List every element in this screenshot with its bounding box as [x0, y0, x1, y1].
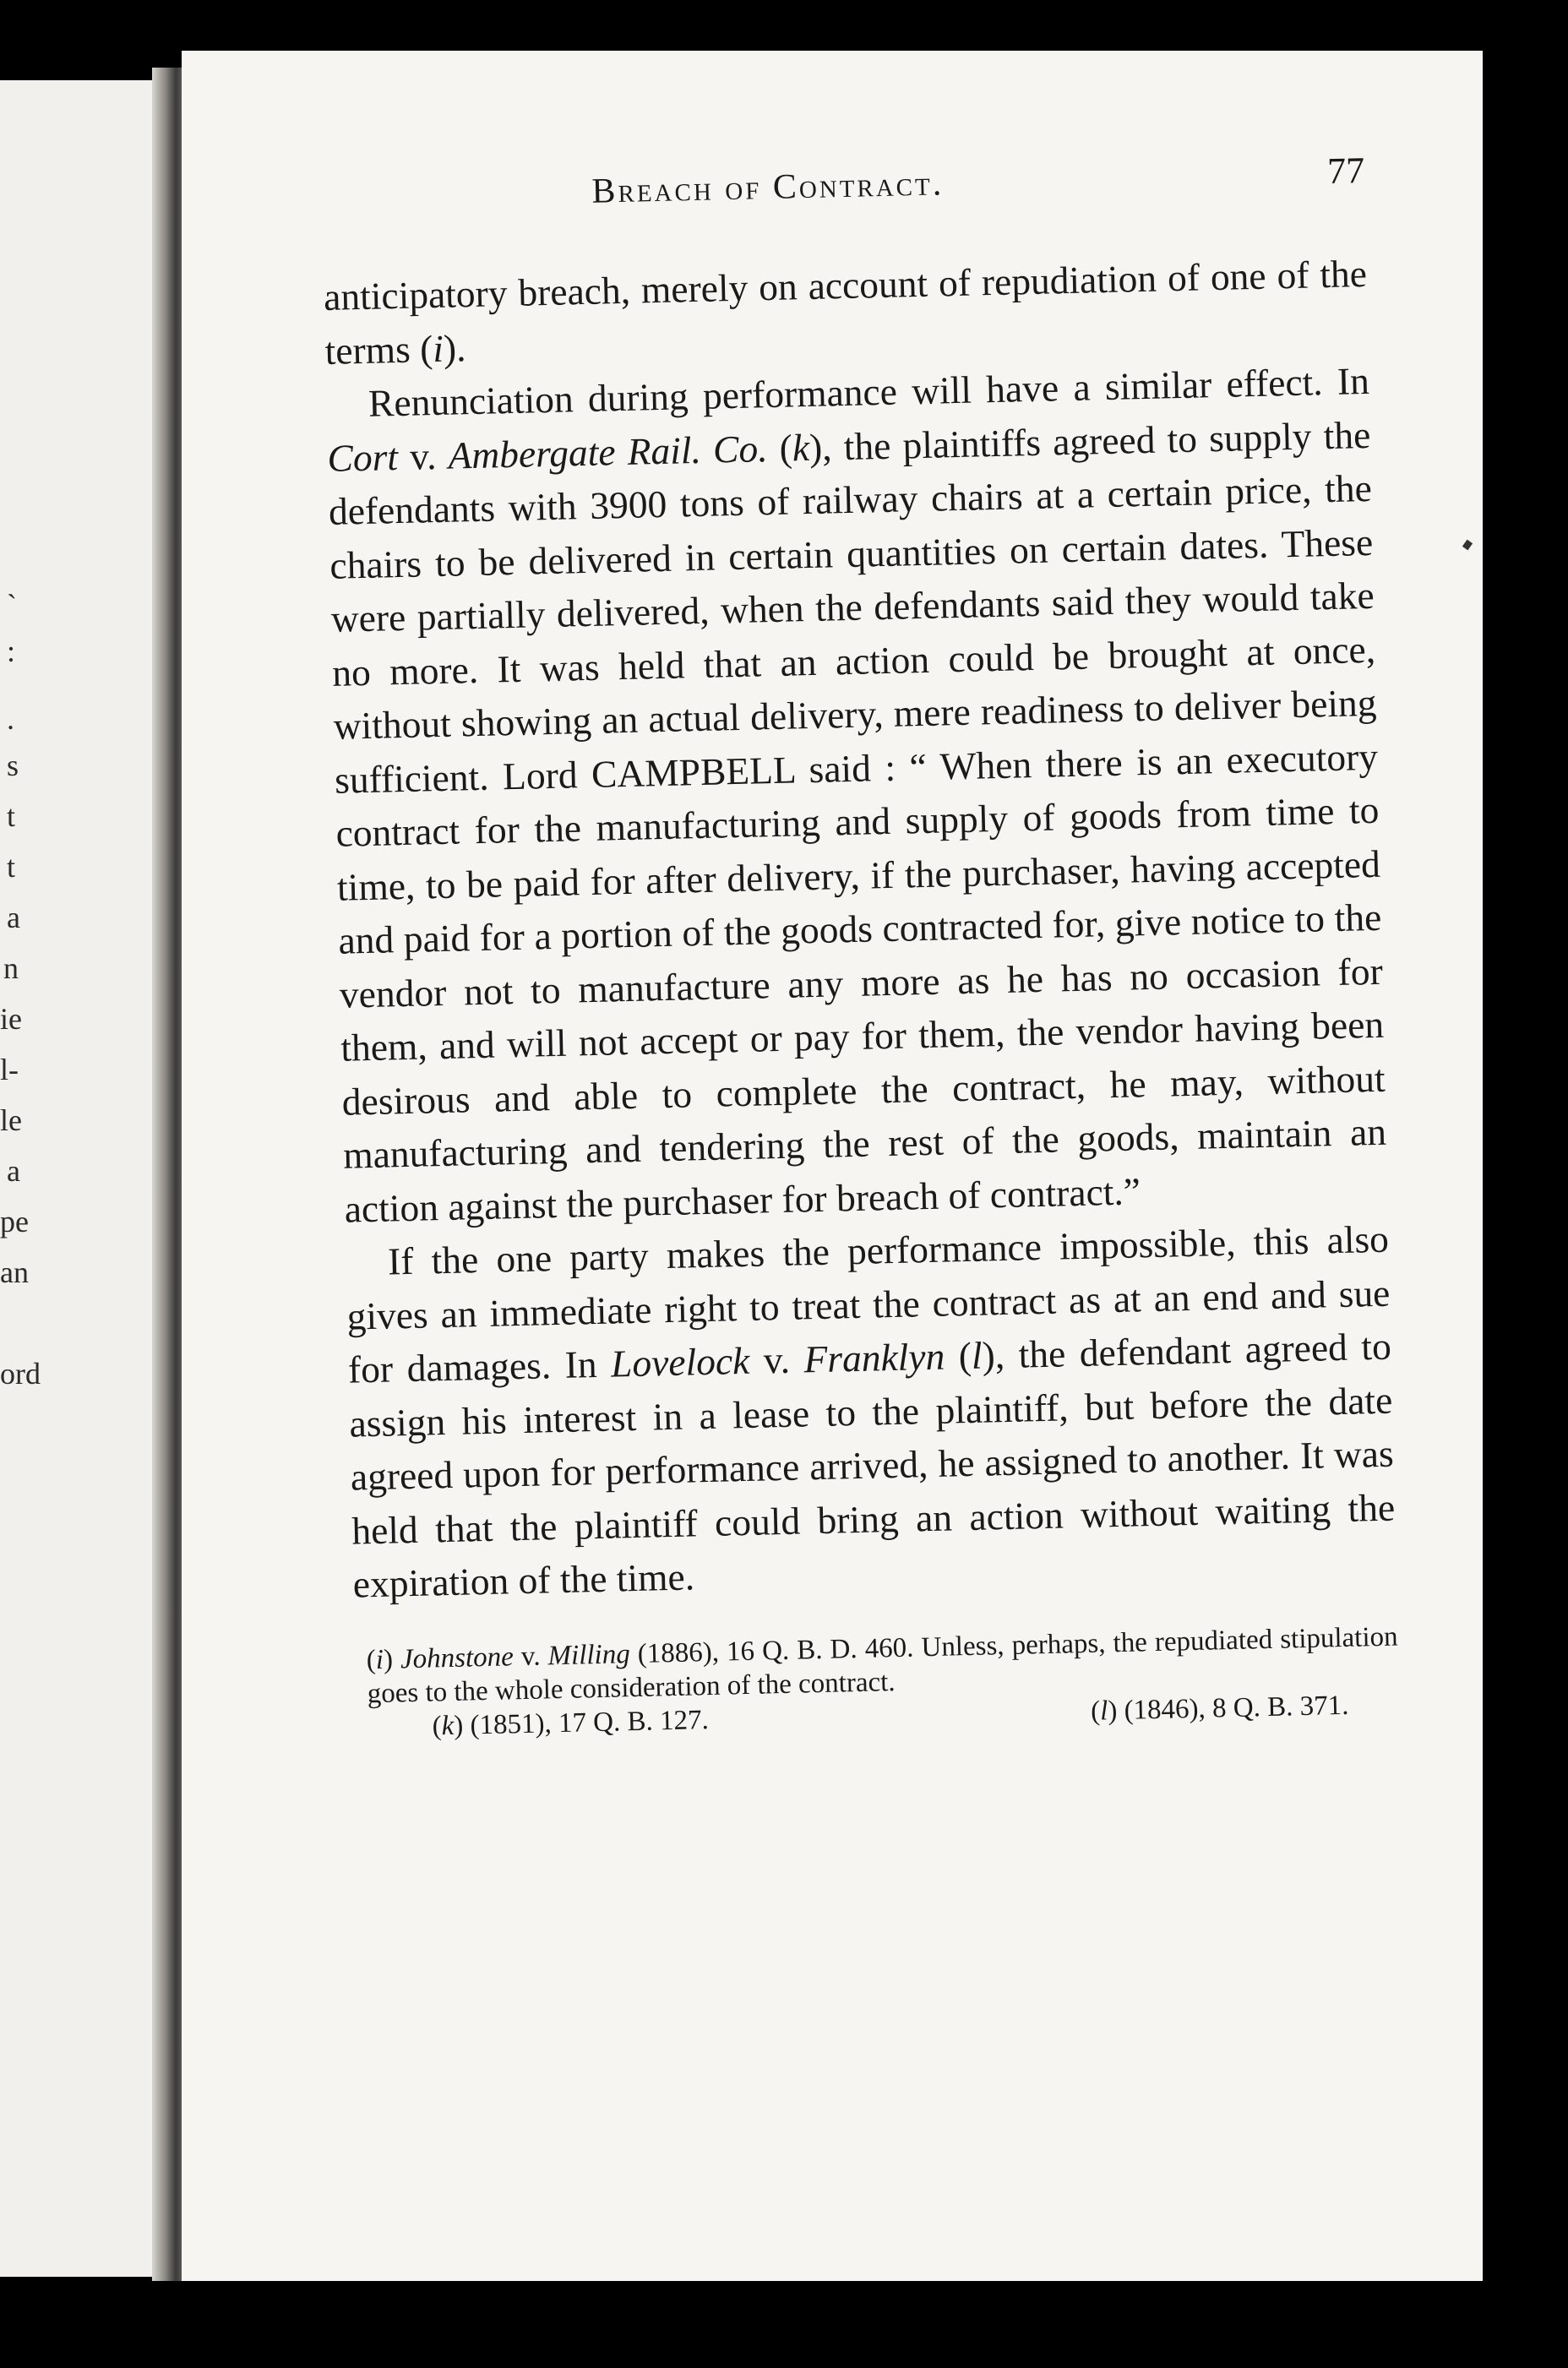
left-page-text-fragment: ord	[0, 1357, 41, 1391]
left-page-text-fragment: l-	[0, 1053, 19, 1086]
left-page-text-fragment: t	[7, 850, 16, 884]
text-run: (	[432, 1710, 443, 1741]
italic-text: Johnstone	[400, 1641, 514, 1674]
footnote-l	[1091, 1688, 1349, 1728]
text-run: ).	[443, 325, 466, 370]
footnotes	[354, 1619, 1399, 1745]
text-run: )	[383, 1643, 401, 1675]
italic-text: l	[1099, 1695, 1108, 1727]
italic-text: Milling	[547, 1638, 631, 1671]
left-page-text-fragment: ie	[0, 1002, 22, 1036]
text-run: ), the plaintiffs agreed to supply the defendants with 3900 tons of railway chairs at a certain price, the chairs to be delivered in certain quantities on certain dates. These were partially delivered, when the defendants said they would take no more. It was held that an action could be brought at once, without showing an actual delivery, mere readiness to deliver being sufficient. Lord CAMPBELL said : “ When there is an executory contract for the manufacturing and supply of goods from time to time, to be paid for after delivery, if the purchaser, having accepted and paid for a portion of the goods contracted for, give notice to the vendor not to manufacture any more as he has no occasion for them, and will not accept or pay for them, the vendor having been desirous and able to complete the contract, he may, without manufacturing and tendering the rest of the goods, maintain an action against the purchaser for breach of contract.”	[328, 412, 1387, 1231]
text-run: ), the defendant agreed to assign his interest in a lease to the plaintiff, but before the date agreed upon for performance arrived, he assigned to another. It was held that the plaintiff could bring an action without waiting the expiration of the time.	[348, 1324, 1396, 1606]
italic-text: Ambergate Rail. Co.	[447, 426, 769, 477]
text-run: ) (1851), 17 Q. B. 127.	[453, 1704, 710, 1741]
left-page-text-fragment: pe	[0, 1205, 29, 1238]
text-run: v.	[513, 1640, 548, 1672]
book-page	[182, 51, 1483, 2281]
italic-text: k	[441, 1710, 455, 1741]
text-run: (	[944, 1333, 972, 1378]
text-run: (	[366, 1644, 377, 1675]
left-page-text-fragment: a	[7, 901, 20, 934]
text-run: ) (1846), 8 Q. B. 371.	[1107, 1690, 1349, 1726]
italic-text: i	[375, 1644, 384, 1675]
footnote-k	[432, 1703, 709, 1743]
italic-text: i	[432, 326, 444, 370]
left-page-text-fragment: t	[7, 799, 16, 833]
text-run: (1886), 16 Q. B. D. 460. Unless, perhaps, the repudiated stipulation goes to the whole consideration of the contract.	[367, 1621, 1398, 1709]
book-gutter	[152, 68, 186, 2281]
left-page-text-fragment: n	[3, 951, 19, 985]
left-page-text-fragment: .	[7, 702, 14, 736]
left-page-text-fragment: s	[7, 749, 19, 782]
left-page-text-fragment: le	[0, 1103, 22, 1137]
text-run: (	[1090, 1696, 1101, 1727]
left-page-text-fragment: an	[0, 1255, 29, 1289]
running-head	[321, 149, 1365, 237]
left-page-text-fragment: `	[7, 588, 17, 622]
text-run: v.	[397, 433, 449, 478]
paragraph	[345, 1212, 1396, 1611]
page-content	[321, 149, 1400, 1745]
italic-text: Cort	[326, 434, 399, 480]
left-page-text-fragment: a	[7, 1154, 20, 1188]
italic-text: Lovelock	[610, 1338, 750, 1385]
left-page-text-fragment: :	[7, 634, 16, 668]
left-page-fragment	[0, 80, 173, 2277]
text-run: If the one party makes the performance impossible, this also gives an immediate right to treat the contract as at an end and sue for damages. In	[346, 1217, 1391, 1391]
page-number: 77	[1326, 149, 1365, 192]
running-title: Breach of Contract.	[591, 164, 945, 211]
italic-text: l	[971, 1333, 983, 1377]
text-run: v.	[749, 1337, 805, 1382]
body-text	[323, 247, 1396, 1611]
text-run: Renunciation during performance will have a similar effect. In	[368, 358, 1370, 425]
italic-text: k	[792, 425, 810, 469]
text-run: anticipatory breach, merely on account of repudiation of one of the terms (	[323, 251, 1368, 373]
text-run: (	[766, 425, 793, 470]
paragraph	[325, 354, 1388, 1236]
page-speck	[1462, 540, 1473, 551]
italic-text: Franklyn	[803, 1334, 945, 1381]
